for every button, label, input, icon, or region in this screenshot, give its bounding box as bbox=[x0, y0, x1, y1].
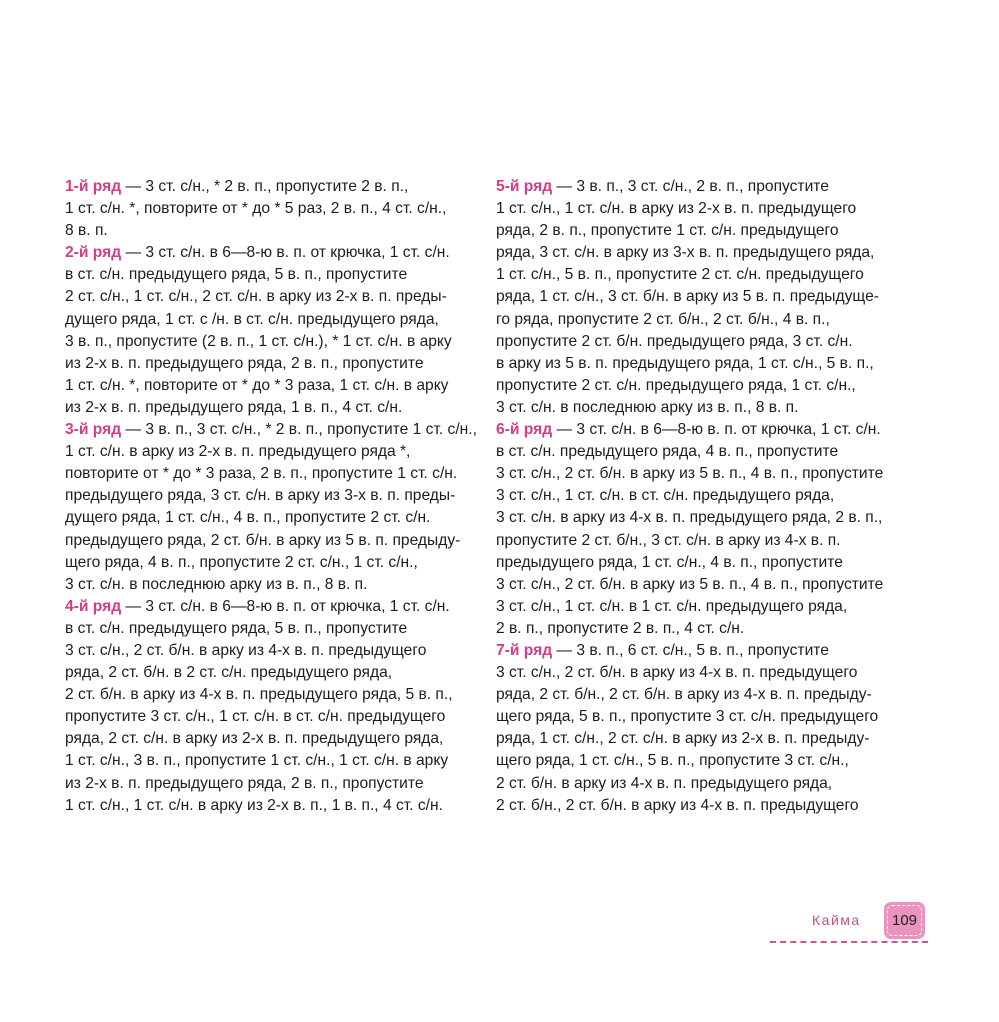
instruction-text: из 2-х в. п. предыдущего ряда, 2 в. п., пропустите bbox=[65, 354, 424, 372]
instruction-text: 8 в. п. bbox=[65, 222, 108, 240]
right-column-line bbox=[496, 750, 916, 772]
right-column-line bbox=[496, 706, 916, 728]
right-column-line bbox=[496, 530, 916, 552]
right-column-line bbox=[496, 309, 916, 331]
left-column-line bbox=[65, 485, 485, 507]
instruction-text: из 2-х в. п. предыдущего ряда, 1 в. п., 4 ст. с/н. bbox=[65, 398, 403, 416]
instruction-text: 1 ст. с/н., 5 в. п., пропустите 2 ст. с/н. предыдущего bbox=[496, 266, 864, 284]
instruction-text: го ряда, пропустите 2 ст. б/н., 2 ст. б/н., 4 в. п., bbox=[496, 310, 830, 328]
instruction-text: ряда, 2 ст. б/н., 2 ст. б/н. в арку из 4-х в. п. предыду- bbox=[496, 686, 872, 704]
right-column-line bbox=[496, 596, 916, 618]
instruction-text: 3 ст. с/н. в последнюю арку из в. п., 8 в. п. bbox=[65, 575, 368, 593]
instruction-text: щего ряда, 1 ст. с/н., 5 в. п., пропустите 3 ст. с/н., bbox=[496, 752, 849, 770]
right-text-column bbox=[496, 176, 916, 817]
right-column-line bbox=[496, 795, 916, 817]
left-column-line bbox=[65, 441, 485, 463]
footer-dashed-rule bbox=[770, 941, 928, 943]
left-column-line bbox=[65, 309, 485, 331]
left-column-line bbox=[65, 220, 485, 242]
instruction-text: 1 ст. с/н., 1 ст. с/н. в арку из 2-х в. п., 1 в. п., 4 ст. с/н. bbox=[65, 796, 443, 814]
instruction-text: 2 ст. б/н. в арку из 4-х в. п. предыдущего ряда, bbox=[496, 774, 833, 792]
instruction-text: предыдущего ряда, 1 ст. с/н., 4 в. п., пропустите bbox=[496, 553, 843, 571]
left-column-line bbox=[65, 331, 485, 353]
left-column-line bbox=[65, 795, 485, 817]
left-column-line bbox=[65, 662, 485, 684]
instruction-text: 1 ст. с/н. *, повторите от * до * 3 раза, 1 ст. с/н. в арку bbox=[65, 376, 449, 394]
row-heading: 3-й ряд bbox=[65, 421, 122, 439]
instruction-text: предыдущего ряда, 2 ст. б/н. в арку из 5 в. п. предыду- bbox=[65, 531, 461, 549]
instruction-text: щего ряда, 5 в. п., пропустите 3 ст. с/н. предыдущего bbox=[496, 708, 879, 726]
instruction-text: ряда, 1 ст. с/н., 2 ст. с/н. в арку из 2-х в. п. предыду- bbox=[496, 730, 870, 748]
page-number-badge bbox=[884, 902, 925, 939]
instruction-text: — 3 ст. с/н. в 6—8-ю в. п. от крючка, 1 ст. с/н. bbox=[121, 597, 450, 615]
instruction-text: 3 ст. с/н., 2 ст. б/н. в арку из 4-х в. п. предыдущего bbox=[65, 641, 427, 659]
left-column-line bbox=[65, 618, 485, 640]
right-column-line bbox=[496, 419, 916, 441]
instruction-text: пропустите 2 ст. с/н. предыдущего ряда, 1 ст. с/н., bbox=[496, 376, 856, 394]
instruction-text: в ст. с/н. предыдущего ряда, 4 в. п., пропустите bbox=[496, 443, 839, 461]
row-heading: 7-й ряд bbox=[496, 641, 553, 659]
left-column-line bbox=[65, 176, 485, 198]
right-column-line bbox=[496, 375, 916, 397]
left-column-line bbox=[65, 264, 485, 286]
left-column-line bbox=[65, 507, 485, 529]
instruction-text: ряда, 1 ст. с/н., 3 ст. б/н. в арку из 5 в. п. предыдуще- bbox=[496, 288, 879, 306]
right-column-line bbox=[496, 463, 916, 485]
right-column-line bbox=[496, 640, 916, 662]
row-heading: 6-й ряд bbox=[496, 421, 553, 439]
left-column-line bbox=[65, 552, 485, 574]
instruction-text: 2 ст. б/н. в арку из 4-х в. п. предыдущего ряда, 5 в. п., bbox=[65, 686, 453, 704]
section-label: Кайма bbox=[812, 912, 861, 928]
right-column-line bbox=[496, 773, 916, 795]
instruction-text: ряда, 2 ст. б/н. в 2 ст. с/н. предыдущего ряда, bbox=[65, 664, 393, 682]
left-column-line bbox=[65, 750, 485, 772]
right-column-line bbox=[496, 574, 916, 596]
left-column-line bbox=[65, 773, 485, 795]
instruction-text: в ст. с/н. предыдущего ряда, 5 в. п., пропустите bbox=[65, 266, 408, 284]
instruction-text: — 3 ст. с/н., * 2 в. п., пропустите 2 в. п., bbox=[121, 178, 409, 195]
page-number: 109 bbox=[891, 912, 918, 929]
right-column-line bbox=[496, 198, 916, 220]
instruction-text: — 3 ст. с/н. в 6—8-ю в. п. от крючка, 1 ст. с/н. bbox=[552, 421, 881, 439]
instruction-text: 3 ст. с/н., 2 ст. б/н. в арку из 4-х в. п. предыдущего bbox=[496, 664, 858, 682]
instruction-text: 2 ст. с/н., 1 ст. с/н., 2 ст. с/н. в арку из 2-х в. п. преды- bbox=[65, 288, 447, 306]
left-column-line bbox=[65, 463, 485, 485]
row-heading: 4-й ряд bbox=[65, 597, 122, 615]
right-column-line bbox=[496, 242, 916, 264]
right-column-line bbox=[496, 286, 916, 308]
instruction-text: ряда, 2 в. п., пропустите 1 ст. с/н. предыдущего bbox=[496, 222, 839, 240]
right-column-line bbox=[496, 485, 916, 507]
right-column-line bbox=[496, 662, 916, 684]
instruction-text: 1 ст. с/н., 1 ст. с/н. в арку из 2-х в. п. предыдущего bbox=[496, 200, 857, 218]
instruction-text: 3 ст. с/н., 2 ст. б/н. в арку из 5 в. п., 4 в. п., пропустите bbox=[496, 465, 884, 483]
left-column-line bbox=[65, 242, 485, 264]
instruction-text: пропустите 3 ст. с/н., 1 ст. с/н. в ст. с/н. предыдущего bbox=[65, 708, 446, 726]
right-column-line bbox=[496, 264, 916, 286]
left-column-line bbox=[65, 684, 485, 706]
instruction-text: 2 ст. б/н., 2 ст. б/н. в арку из 4-х в. п. предыдущего bbox=[496, 796, 859, 814]
instruction-text: предыдущего ряда, 3 ст. с/н. в арку из 3-х в. п. преды- bbox=[65, 487, 456, 505]
right-column-line bbox=[496, 684, 916, 706]
right-column-line bbox=[496, 618, 916, 640]
instruction-text: ряда, 2 ст. с/н. в арку из 2-х в. п. предыдущего ряда, bbox=[65, 730, 444, 748]
instruction-text: — 3 в. п., 3 ст. с/н., * 2 в. п., пропустите 1 ст. с/н., bbox=[121, 421, 477, 439]
instruction-text: 3 в. п., пропустите (2 в. п., 1 ст. с/н.), * 1 ст. с/н. в арку bbox=[65, 332, 452, 350]
instruction-text: 3 ст. с/н. в арку из 4-х в. п. предыдущего ряда, 2 в. п., bbox=[496, 509, 883, 527]
left-column-line bbox=[65, 375, 485, 397]
instruction-text: — 3 в. п., 3 ст. с/н., 2 в. п., пропустите bbox=[552, 178, 829, 195]
instruction-text: ряда, 3 ст. с/н. в арку из 3-х в. п. предыдущего ряда, bbox=[496, 244, 875, 262]
left-column-line bbox=[65, 286, 485, 308]
left-column-line bbox=[65, 706, 485, 728]
right-column-line bbox=[496, 353, 916, 375]
right-column-line bbox=[496, 331, 916, 353]
instruction-text: 1 ст. с/н., 3 в. п., пропустите 1 ст. с/н., 1 ст. с/н. в арку bbox=[65, 752, 449, 770]
right-column-line bbox=[496, 552, 916, 574]
right-column-line bbox=[496, 397, 916, 419]
instruction-text: 3 ст. с/н. в последнюю арку из в. п., 8 в. п. bbox=[496, 398, 799, 416]
instruction-text: в ст. с/н. предыдущего ряда, 5 в. п., пропустите bbox=[65, 619, 408, 637]
instruction-text: щего ряда, 4 в. п., пропустите 2 ст. с/н., 1 ст. с/н., bbox=[65, 553, 418, 571]
instruction-text: 3 ст. с/н., 1 ст. с/н. в 1 ст. с/н. предыдущего ряда, bbox=[496, 597, 848, 615]
instruction-text: 1 ст. с/н. в арку из 2-х в. п. предыдущего ряда *, bbox=[65, 443, 411, 461]
left-column-line bbox=[65, 530, 485, 552]
instruction-text: 2 в. п., пропустите 2 в. п., 4 ст. с/н. bbox=[496, 619, 745, 637]
instruction-text: — 3 ст. с/н. в 6—8-ю в. п. от крючка, 1 ст. с/н. bbox=[121, 244, 450, 262]
instruction-text: дущего ряда, 1 ст. с /н. в ст. с/н. предыдущего ряда, bbox=[65, 310, 439, 328]
left-column-line bbox=[65, 640, 485, 662]
left-column-line bbox=[65, 596, 485, 618]
right-column-line bbox=[496, 507, 916, 529]
instruction-text: пропустите 2 ст. б/н., 3 ст. с/н. в арку из 4-х в. п. bbox=[496, 531, 841, 549]
left-text-column bbox=[65, 176, 485, 817]
row-heading: 2-й ряд bbox=[65, 244, 122, 262]
instruction-text: 3 ст. с/н., 2 ст. б/н. в арку из 5 в. п., 4 в. п., пропустите bbox=[496, 575, 884, 593]
left-column-line bbox=[65, 397, 485, 419]
instruction-text: дущего ряда, 1 ст. с/н., 4 в. п., пропустите 2 ст. с/н. bbox=[65, 509, 431, 527]
instruction-text: из 2-х в. п. предыдущего ряда, 2 в. п., пропустите bbox=[65, 774, 424, 792]
instruction-text: повторите от * до * 3 раза, 2 в. п., пропустите 1 ст. с/н. bbox=[65, 465, 458, 483]
left-column-line bbox=[65, 419, 485, 441]
right-column-line bbox=[496, 441, 916, 463]
instruction-text: 1 ст. с/н. *, повторите от * до * 5 раз, 2 в. п., 4 ст. с/н., bbox=[65, 200, 447, 218]
right-column-line bbox=[496, 176, 916, 198]
instruction-text: 3 ст. с/н., 1 ст. с/н. в ст. с/н. предыдущего ряда, bbox=[496, 487, 835, 505]
instruction-text: пропустите 2 ст. б/н. предыдущего ряда, 3 ст. с/н. bbox=[496, 332, 853, 350]
instruction-text: — 3 в. п., 6 ст. с/н., 5 в. п., пропустите bbox=[552, 641, 829, 659]
left-column-line bbox=[65, 574, 485, 596]
row-heading: 5-й ряд bbox=[496, 178, 553, 195]
right-column-line bbox=[496, 220, 916, 242]
left-column-line bbox=[65, 198, 485, 220]
left-column-line bbox=[65, 353, 485, 375]
left-column-line bbox=[65, 728, 485, 750]
instruction-text: в арку из 5 в. п. предыдущего ряда, 1 ст. с/н., 5 в. п., bbox=[496, 354, 874, 372]
row-heading: 1-й ряд bbox=[65, 178, 122, 195]
right-column-line bbox=[496, 728, 916, 750]
